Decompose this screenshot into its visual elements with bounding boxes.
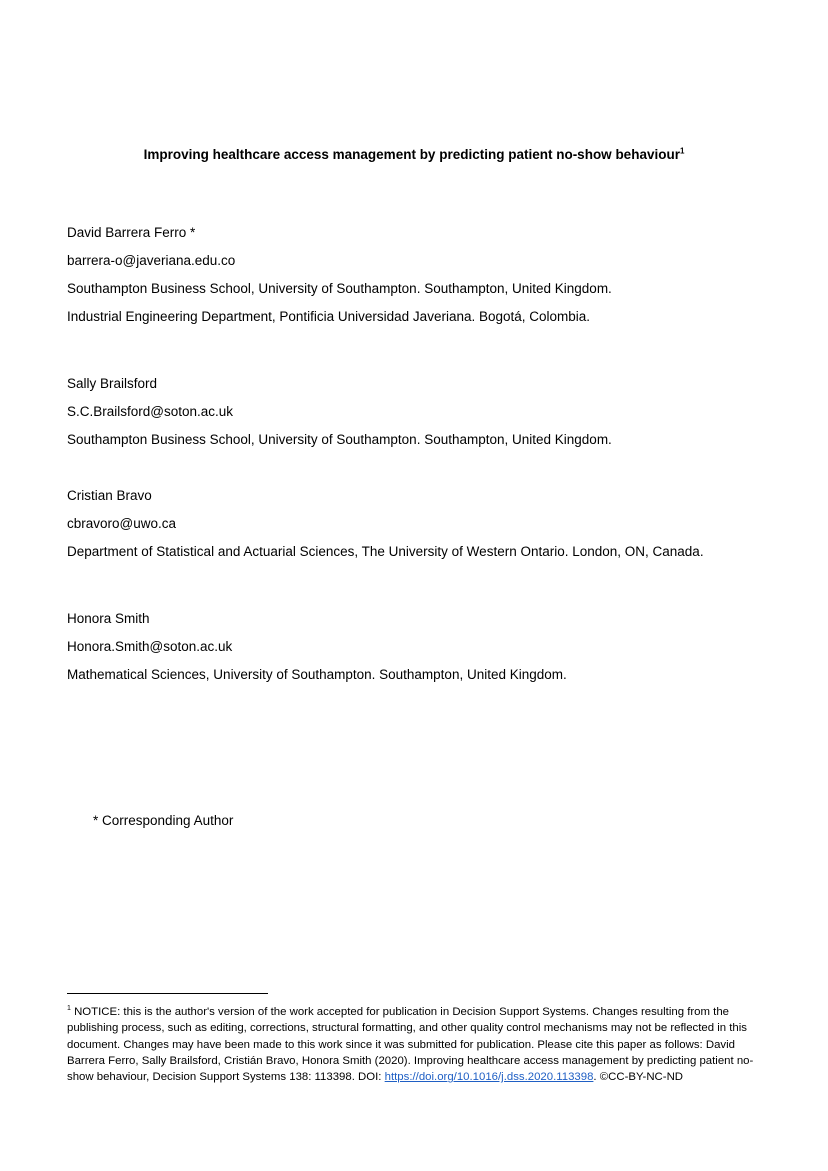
author-4-name: Honora Smith [67,611,150,626]
author-2-email: S.C.Brailsford@soton.ac.uk [67,404,234,419]
footnote [67,1004,767,1085]
author-1-email: barrera-o@javeriana.edu.co [67,253,236,268]
author-1-affiliation-2: Industrial Engineering Department, Pontificia Universidad Javeriana. Bogotá, Colombia. [67,309,591,324]
footnote-separator [67,993,268,994]
footnote-license: . ©CC-BY-NC-ND [593,1071,684,1084]
paper-title [0,146,828,164]
footnote-text: NOTICE: this is the author's version of the work accepted for publication in Decision Support Systems. Changes resulting from the publishing process, such as editing, corrections, structural formatting, and other quality control mechanisms may not be reflected in this document. Changes may have been made to this work since it was submitted for publication. Please cite this paper as follows: David Barrera Ferro, Sally Brailsford, Cristián Bravo, Honora Smith (2020). Improving healthcare access management by predicting patient no-show behaviour, Decision Support Systems 138: 113398. DOI: [67,1006,754,1084]
author-4-email: Honora.Smith@soton.ac.uk [67,639,233,654]
author-1-name: David Barrera Ferro * [67,225,196,240]
doi-link[interactable]: https://doi.org/10.1016/j.dss.2020.113398 [384,1071,594,1084]
author-2-affiliation-1: Southampton Business School, University of Southampton. Southampton, United Kingdom. [67,432,612,447]
corresponding-author-note: * Corresponding Author [93,813,234,828]
author-3-affiliation-1: Department of Statistical and Actuarial Sciences, The University of Western Ontario. London, ON, Canada. [67,544,704,559]
author-4-affiliation-1: Mathematical Sciences, University of Southampton. Southampton, United Kingdom. [67,667,567,682]
author-3-name: Cristian Bravo [67,488,152,503]
author-2-name: Sally Brailsford [67,376,158,391]
author-1-affiliation-1: Southampton Business School, University of Southampton. Southampton, United Kingdom. [67,281,612,296]
author-3-email: cbravoro@uwo.ca [67,516,177,531]
paper-title-text: Improving healthcare access management by predicting patient no-show behaviour [143,147,680,162]
footnote-mark: 1 [67,1005,71,1013]
title-footnote-mark: 1 [679,146,685,156]
